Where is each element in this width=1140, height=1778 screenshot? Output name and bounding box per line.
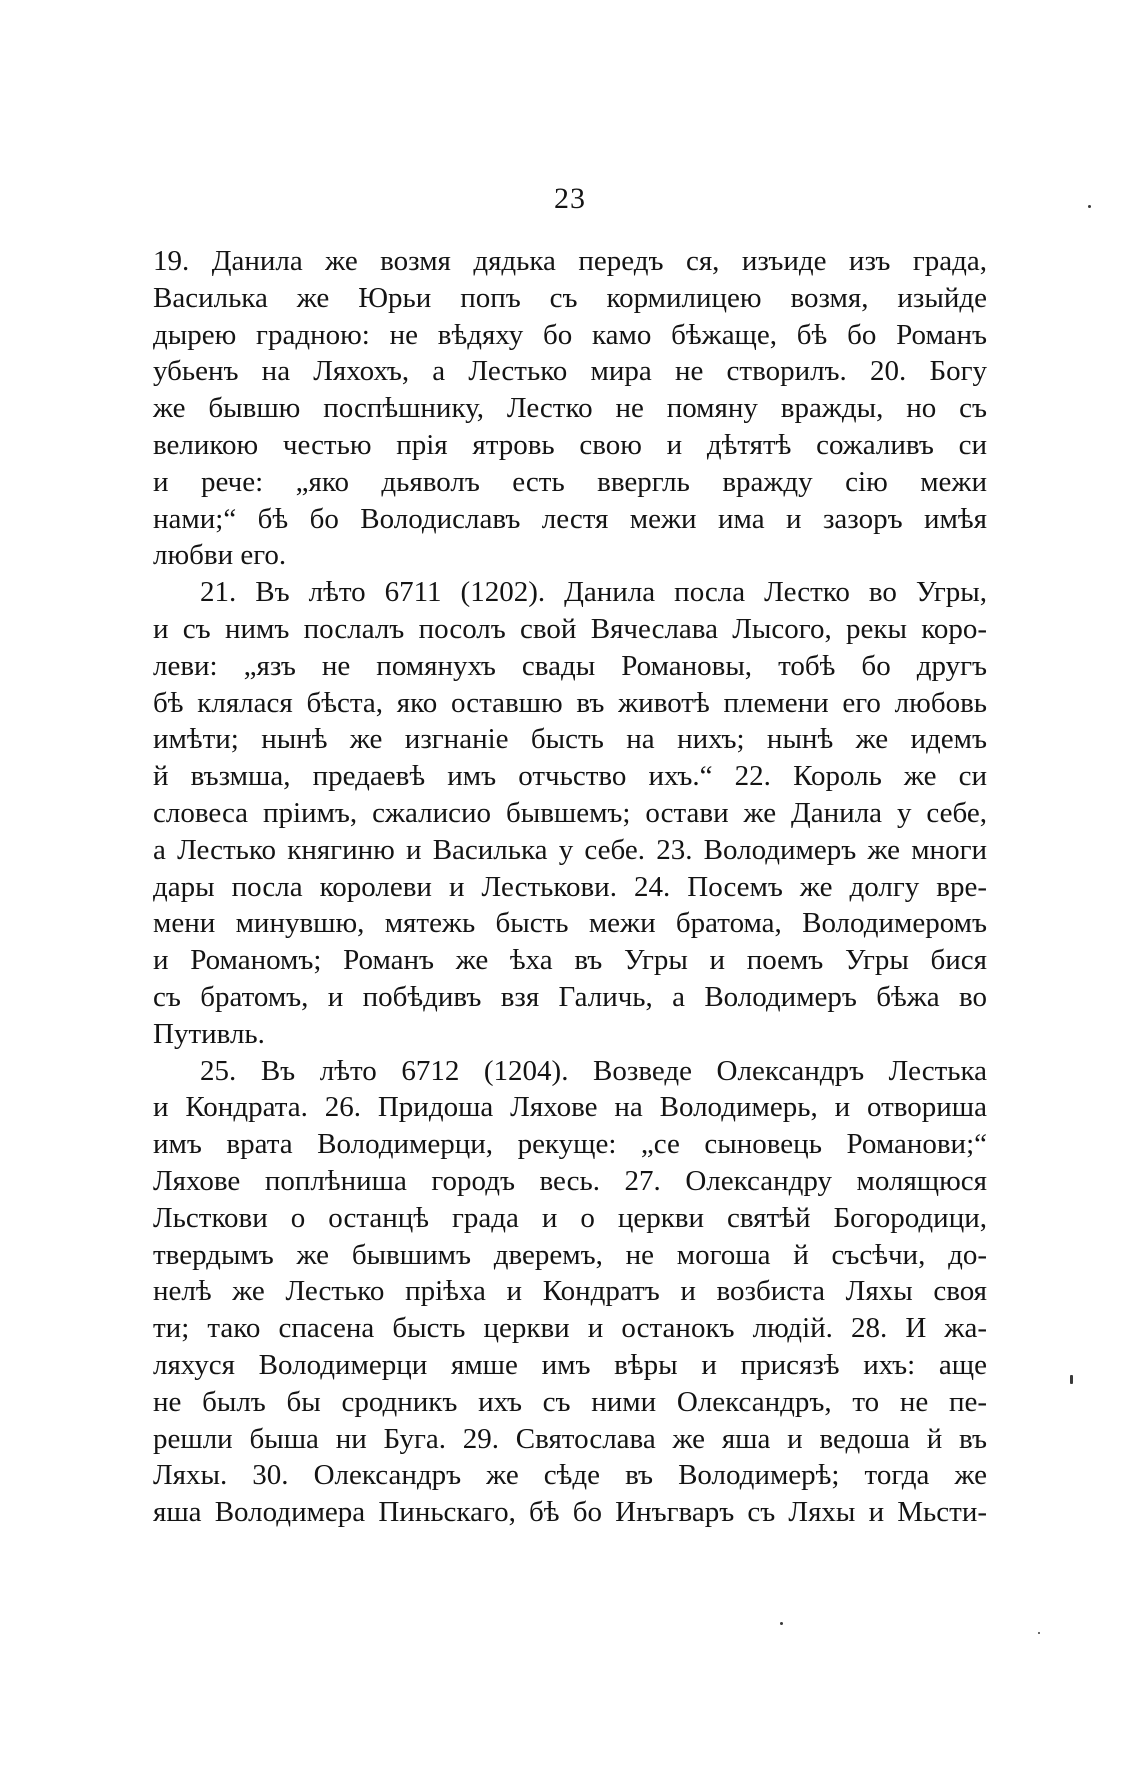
text-line: имѣти; нынѣ же изгнаніе бысть на нихъ; нынѣ же идемъ xyxy=(153,723,987,756)
text-line: словеса пріимъ, сжалисио бывшемъ; остави же Данила у себе, xyxy=(153,796,987,829)
page-number: 23 xyxy=(554,182,586,215)
text-line: не былъ бы сродникъ ихъ съ ними Олександръ, то не пе- xyxy=(153,1385,987,1418)
text-line: 21. Въ лѣто 6711 (1202). Данила посла Лестко во Угры, xyxy=(200,576,987,609)
text-line: съ братомъ, и побѣдивъ взя Галичь, а Володимеръ бѣжа во xyxy=(153,980,987,1013)
text-line: твердымъ же бывшимъ дверемъ, не могоша й съсѣчи, до- xyxy=(153,1238,987,1271)
text-line: же бывшю поспѣшнику, Лестко не помяну вражды, но съ xyxy=(153,392,987,425)
text-line: нами;“ бѣ бо Володиславъ лестя межи има и зазоръ имѣя xyxy=(153,502,987,535)
text-line: имъ врата Володимерци, рекуще: „се сыновець Романови;“ xyxy=(153,1128,987,1161)
text-line: и рече: „яко дьяволъ есть ввергль вражду сію межи xyxy=(153,465,987,498)
text-line: мени минувшю, мятежь бысть межи братома, Володимеромъ xyxy=(153,907,987,940)
text-line: й възмша, предаевѣ имъ отчьство ихъ.“ 22. Король же си xyxy=(153,760,987,793)
text-line: яша Володимера Пиньскаго, бѣ бо Инъгваръ съ Ляхы и Мьсти- xyxy=(153,1496,987,1529)
text-line: дырею градною: не вѣдяху бо камо бѣжаще, бѣ бо Романъ xyxy=(153,318,987,351)
text-line: Ляхы. 30. Олександръ же сѣде въ Володимерѣ; тогда же xyxy=(153,1459,987,1492)
scan-speck xyxy=(780,1622,783,1625)
text-line: ляхуся Володимерци ямше имъ вѣры и присязѣ ихъ: аще xyxy=(153,1348,987,1381)
text-line: любви его. xyxy=(153,539,287,572)
text-line: а Лестько княгиню и Василька у себе. 23. Володимеръ же многи xyxy=(153,833,987,866)
text-line: убьенъ на Ляхохъ, а Лестько мира не створилъ. 20. Богу xyxy=(153,355,987,388)
text-line: Ляхове поплѣниша городъ весь. 27. Олександру молящюся xyxy=(153,1164,987,1197)
text-line: и съ нимъ послалъ посолъ свой Вячеслава Лысого, рекы коро- xyxy=(153,612,987,645)
text-line: леви: „язъ не помянухъ свады Романовы, тобѣ бо другъ xyxy=(153,649,987,682)
scan-speck xyxy=(1088,205,1091,208)
text-line: великою честью прія ятровь свою и дѣтятѣ сожаливъ си xyxy=(153,428,987,461)
text-line: и Кондрата. 26. Придоша Ляхове на Володимерь, и отвориша xyxy=(153,1091,987,1124)
text-line: 19. Данила же возмя дядька передъ ся, изъиде изъ града, xyxy=(153,245,987,277)
text-line: ти; тако спасена бысть церкви и останокъ людій. 28. И жа- xyxy=(153,1312,987,1345)
text-line: и Романомъ; Романъ же ѣха въ Угры и поемъ Угры бися xyxy=(153,944,987,977)
text-line: бѣ клялася бѣста, яко оставшю въ животѣ племени его любовь xyxy=(153,686,987,719)
scan-speck xyxy=(1070,1375,1073,1384)
text-line: Василька же Юрьи попъ съ кормилицею возмя, изыйде xyxy=(153,281,987,314)
body-text xyxy=(153,243,987,1531)
scan-speck xyxy=(1038,1632,1040,1634)
text-line: нелѣ же Лестько пріѣха и Кондратъ и возбиста Ляхы своя xyxy=(153,1275,987,1308)
text-line: Путивль. xyxy=(153,1017,265,1050)
text-line: Льсткови о останцѣ града и о церкви святѣй Богородици, xyxy=(153,1201,987,1234)
text-line: 25. Въ лѣто 6712 (1204). Возведе Олександръ Лестька xyxy=(200,1054,987,1087)
text-line: дары посла королеви и Лестькови. 24. Посемъ же долгу вре- xyxy=(153,870,987,903)
text-line: решли быша ни Буга. 29. Святослава же яша и ведоша й въ xyxy=(153,1422,987,1455)
